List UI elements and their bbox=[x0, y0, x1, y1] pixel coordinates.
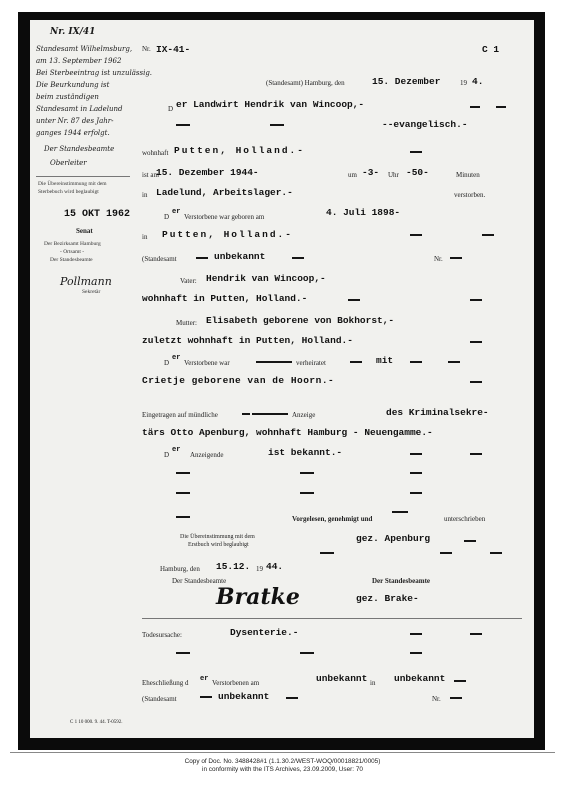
registrar-name: gez. Brake- bbox=[356, 593, 419, 604]
margin-note-line: Standesamt in Ladelund bbox=[36, 105, 123, 113]
married-status: verheiratet bbox=[296, 359, 326, 367]
nr-label: Nr. bbox=[142, 45, 151, 53]
marriage-place: unbekannt bbox=[394, 673, 446, 684]
fill-dash bbox=[410, 234, 422, 236]
sign-date: 15.12. bbox=[216, 561, 251, 572]
der-prefix: D bbox=[168, 105, 174, 113]
margin-signature: Pollmann bbox=[60, 275, 112, 288]
margin-note-line: Standesamt Wilhelmsburg, bbox=[36, 45, 133, 53]
fill-dash bbox=[440, 552, 452, 554]
fill-dash bbox=[410, 472, 422, 474]
fill-dash bbox=[392, 511, 408, 513]
fill-dash bbox=[176, 516, 190, 518]
fill-dash bbox=[470, 633, 482, 635]
fill-dash bbox=[176, 472, 190, 474]
fill-dash bbox=[490, 552, 502, 554]
fill-dash bbox=[470, 299, 482, 301]
fill-dash bbox=[470, 341, 482, 343]
year-prefix: 19 bbox=[460, 79, 467, 87]
margin-note-line: ganges 1944 erfolgt. bbox=[36, 129, 110, 137]
fill-dash bbox=[410, 633, 422, 635]
anzeigende-label: Anzeigende bbox=[190, 451, 224, 459]
standesamt-label: (Standesamt bbox=[142, 255, 177, 263]
fill-dash bbox=[470, 381, 482, 383]
informant-title: des Kriminalsekre- bbox=[386, 407, 489, 418]
fill-dash bbox=[176, 124, 190, 126]
vater-label: Vater: bbox=[180, 277, 197, 285]
fill-dash bbox=[196, 257, 208, 259]
strike-bar bbox=[252, 413, 288, 415]
deceased-name: er Landwirt Hendrik van Wincoop,- bbox=[176, 99, 365, 110]
fill-dash bbox=[410, 453, 422, 455]
ehe-standesamt-label: (Standesamt bbox=[142, 695, 177, 703]
fill-dash bbox=[200, 696, 212, 698]
footer-line: Copy of Doc. No. 3488428#1 (1.1.30.2/WEST-WOQ/00018821/0005) bbox=[184, 758, 381, 765]
born-label: Verstorbene war geboren am bbox=[184, 213, 265, 221]
nr-label-2: Nr. bbox=[434, 255, 443, 263]
margin-note-line: am 13. September 1962 bbox=[36, 57, 122, 65]
mutter-label: Mutter: bbox=[176, 319, 197, 327]
margin-note-line: unter Nr. 87 des Jahr- bbox=[36, 117, 114, 125]
married-label: Verstorbene war bbox=[184, 359, 230, 367]
fill-dash bbox=[410, 652, 422, 654]
footer-line: in conformity with the ITS Archives, 23.09.2009, User: 70 bbox=[202, 766, 363, 774]
margin-stamp-line: Die Übereinstimmung mit dem bbox=[38, 181, 107, 187]
birth-in-label: in bbox=[142, 233, 148, 241]
margin-ref: Nr. IX/41 bbox=[50, 27, 96, 37]
register-date: 15. Dezember bbox=[372, 76, 441, 87]
margin-office-sign: Sekretär bbox=[82, 289, 101, 295]
printer-code: C 1 10 000. 9. 44. T-0592. bbox=[70, 720, 123, 725]
residence: Putten, Holland.- bbox=[174, 145, 305, 156]
born-prefix: D bbox=[164, 213, 170, 221]
margin-office-line: Der Standesbeamte bbox=[50, 257, 93, 263]
fill-dash bbox=[348, 299, 360, 301]
mother-residence: zuletzt wohnhaft in Putten, Holland.- bbox=[142, 335, 353, 346]
informant-signature: gez. Apenburg bbox=[356, 533, 431, 544]
margin-office-line: - Ortsamt - bbox=[60, 249, 85, 255]
registrar-signature: Bratke bbox=[216, 584, 300, 610]
um-label: um bbox=[348, 171, 357, 179]
todesursache-label: Todesursache: bbox=[142, 631, 182, 639]
document-page bbox=[30, 20, 534, 738]
sign-year-prefix: 19 bbox=[256, 565, 263, 573]
father-name: Hendrik van Wincoop,- bbox=[206, 273, 326, 284]
fill-dash bbox=[292, 257, 304, 259]
fill-dash bbox=[300, 652, 314, 654]
anzeige-label: Anzeige bbox=[292, 411, 316, 419]
standesbeamte-label: Der Standesbeamte bbox=[372, 577, 431, 585]
sign-year: 44. bbox=[266, 561, 284, 572]
register-number: IX-41- bbox=[156, 44, 191, 55]
footer-rule bbox=[10, 752, 555, 753]
fill-dash bbox=[286, 697, 298, 699]
fill-dash bbox=[410, 361, 422, 363]
year-suffix: 4. bbox=[472, 76, 484, 87]
margin-note-line: Bei Sterbeeintrag ist unzulässig. bbox=[36, 69, 153, 77]
fill-dash bbox=[454, 680, 466, 682]
margin-divider bbox=[36, 176, 130, 177]
fill-dash bbox=[470, 106, 480, 108]
in-label: in bbox=[142, 191, 148, 199]
fill-dash bbox=[176, 492, 190, 494]
margin-stamp-line: Sterbebuch wird beglaubigt bbox=[38, 189, 99, 195]
born-suffix: er bbox=[172, 208, 181, 216]
father-residence: wohnhaft in Putten, Holland.- bbox=[142, 293, 308, 304]
unterschrieben-label: unterschrieben bbox=[444, 515, 486, 523]
death-place: Ladelund, Arbeitslager.- bbox=[156, 187, 293, 198]
uhr-label: Uhr bbox=[388, 171, 399, 179]
mother-name: Elisabeth geborene von Bokhorst,- bbox=[206, 315, 395, 326]
cause-of-death: Dysenterie.- bbox=[230, 627, 299, 638]
fill-dash bbox=[470, 453, 482, 455]
fill-dash bbox=[450, 697, 462, 699]
ehe-in-label: in bbox=[370, 679, 376, 687]
married-prefix: D bbox=[164, 359, 170, 367]
certify-line: Die Übereinstimmung mit dem bbox=[180, 534, 255, 540]
margin-note-line: beim zuständigen bbox=[36, 93, 99, 101]
fill-dash bbox=[350, 361, 362, 363]
wohnhaft-label: wohnhaft bbox=[142, 149, 169, 157]
fill-dash bbox=[242, 413, 250, 415]
fill-dash bbox=[450, 257, 462, 259]
birth-date: 4. Juli 1898- bbox=[326, 207, 401, 218]
archive-footer bbox=[0, 758, 565, 775]
place-label: (Standesamt) Hamburg, den bbox=[266, 79, 345, 87]
minuten-label: Minuten bbox=[456, 171, 480, 179]
section-divider bbox=[142, 618, 522, 619]
marriage-registry: unbekannt bbox=[218, 691, 270, 702]
anzeigende-prefix: D bbox=[164, 451, 170, 459]
standesbeamte-small: Der Standesbeamte bbox=[172, 577, 227, 585]
death-date: 15. Dezember 1944- bbox=[156, 167, 259, 178]
informant-name: tärs Otto Apenburg, wohnhaft Hamburg - Neuengamme.- bbox=[142, 427, 433, 438]
fill-dash bbox=[410, 492, 422, 494]
margin-note-line: Der Standesbeamte bbox=[44, 145, 115, 153]
fill-dash bbox=[482, 234, 494, 236]
margin-stamp-date: 15 OKT 1962 bbox=[64, 209, 131, 220]
death-minutes: -50- bbox=[406, 167, 429, 178]
sign-place: Hamburg, den bbox=[160, 565, 200, 573]
strike-bar bbox=[256, 361, 292, 363]
fill-dash bbox=[270, 124, 284, 126]
spouse-name: Crietje geborene van de Hoorn.- bbox=[142, 375, 335, 386]
fill-dash bbox=[320, 552, 334, 554]
fill-dash bbox=[300, 472, 314, 474]
religion: --evangelisch.- bbox=[382, 119, 468, 130]
fill-dash bbox=[496, 106, 506, 108]
margin-note-line: Die Beurkundung ist bbox=[36, 81, 110, 89]
married-suffix: er bbox=[172, 354, 181, 362]
married-mit: mit bbox=[376, 355, 394, 366]
ehe-nr-label: Nr. bbox=[432, 695, 441, 703]
margin-office-line: Der Bezirksamt Hamburg bbox=[44, 241, 101, 247]
death-hour: -3- bbox=[362, 167, 380, 178]
anzeigende-known: ist bekannt.- bbox=[268, 447, 343, 458]
anzeigende-suffix: er bbox=[172, 446, 181, 454]
ehe-label: Eheschließung d bbox=[142, 679, 189, 687]
ehe-label-rest: Verstorbenen am bbox=[212, 679, 260, 687]
standesamt-value: unbekannt bbox=[214, 251, 266, 262]
vorgelesen-text: Vorgelesen, genehmigt und bbox=[292, 515, 373, 523]
form-code: C 1 bbox=[482, 44, 500, 55]
eingetragen-label: Eingetragen auf mündliche bbox=[142, 411, 218, 419]
fill-dash bbox=[176, 652, 190, 654]
birth-place: Putten, Holland.- bbox=[162, 229, 293, 240]
fill-dash bbox=[448, 361, 460, 363]
fill-dash bbox=[464, 540, 476, 542]
ist-am-label: ist am bbox=[142, 171, 159, 179]
verstorben-label: verstorben. bbox=[454, 191, 486, 199]
ehe-label-suffix: er bbox=[200, 675, 209, 683]
fill-dash bbox=[300, 492, 314, 494]
margin-note-line: Oberleiter bbox=[50, 159, 87, 167]
margin-stamp-ref: Senat bbox=[76, 227, 93, 235]
marriage-date: unbekannt bbox=[316, 673, 368, 684]
fill-dash bbox=[410, 151, 422, 153]
certify-line: Erstbuch wird beglaubigt bbox=[188, 542, 249, 548]
